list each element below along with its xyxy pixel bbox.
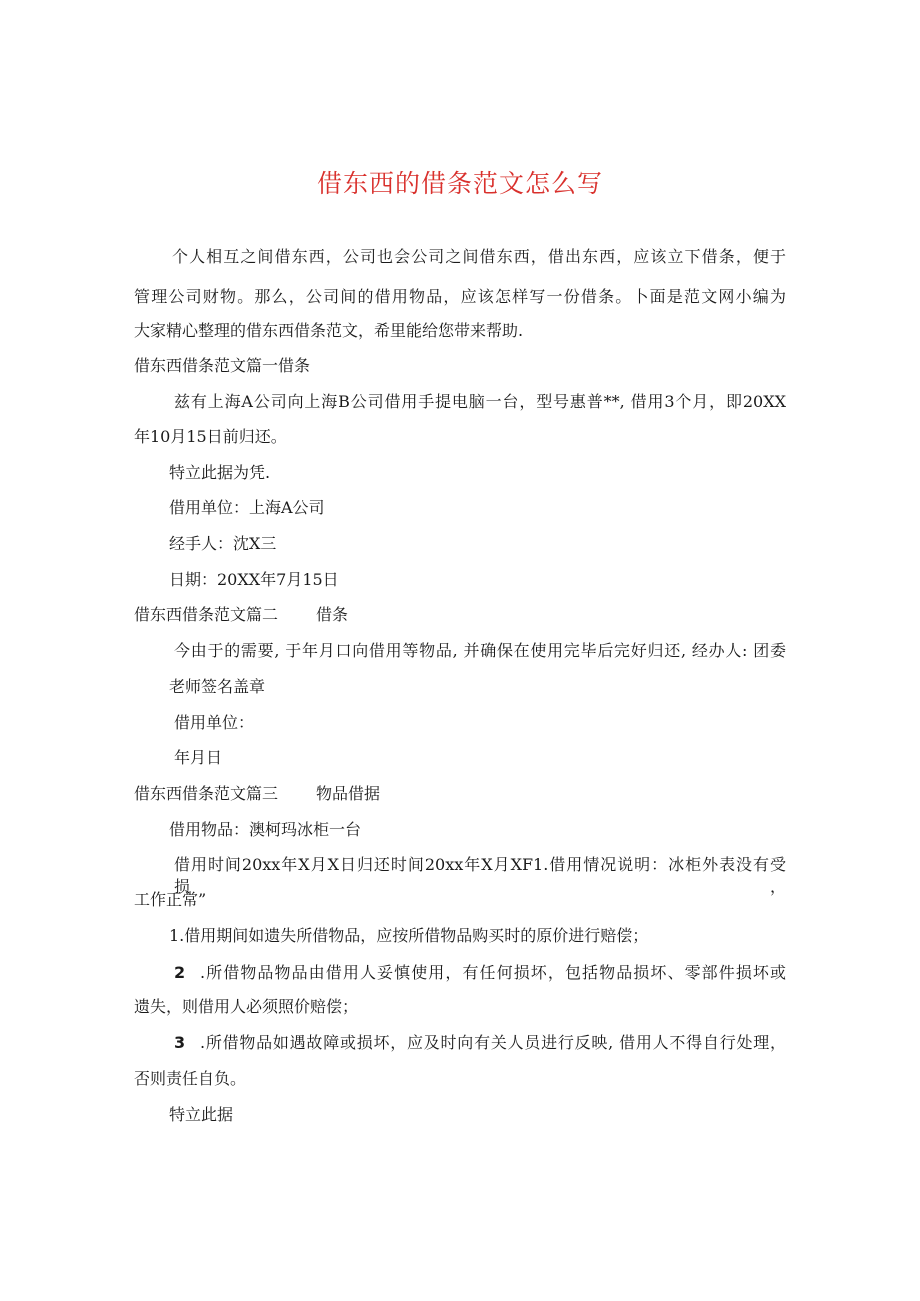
rule-3-text: .所借物品如遇故障或损坏，应及时向有关人员进行反映, 借用人不得自行处理， [200,1033,786,1052]
section3-closing: 特立此据 [169,1105,234,1124]
intro-line-1: 个人相互之间借东西，公司也会公司之间借东西，借出东西，应该立下借条，便于 [172,247,786,266]
section3-rule-3-line-1 [174,1032,786,1054]
section1-handler: 经手人：沈X三 [169,534,277,553]
intro-line-2: 管理公司财物。那么，公司间的借用物品，应该怎样写一份借条。卜面是范文网小编为 [134,287,786,306]
section2-body-line-1: 今由于的需要, 于年月口向借用等物品, 并确保在使用完毕后完好归还, 经办人: 团委 [174,641,786,660]
section3-rule-2-line-1 [174,962,786,984]
section3-item: 借用物品：澳柯玛冰柜一台 [169,820,362,839]
section2-heading-subtitle: 借条 [316,605,349,624]
section1-body-line-1: 兹有上海A公司向上海B公司借用手提电脑一台，型号惠普**, 借用3个月，即20XX [174,392,786,411]
section1-date: 日期：20XX年7月15日 [169,570,339,589]
rule-3-number: 3 [174,1033,186,1052]
document-title: 借东西的借条范文怎么写 [316,169,603,198]
section3-rule-1: 1.借用期间如遗失所借物品，应按所借物品购买时的原价进行赔偿； [169,926,649,945]
section3-rule-3-line-2: 否则责任自负。 [134,1069,247,1088]
section3-heading-subtitle: 物品借据 [316,784,381,803]
section1-body-line-2: 年10月15日前归还。 [134,427,287,446]
section1-heading: 借东西借条范文篇一借条 [134,356,311,375]
section3-time-line-2: 工作正常” [134,890,207,909]
section3-heading [134,783,380,805]
intro-line-3: 大家精心整理的借东西借条范文，希里能给您带来帮助. [134,321,524,340]
section2-unit: 借用单位： [174,713,255,732]
rule-2-text: .所借物品物品由借用人妥慎使用，有任何损坏，包括物品损坏、零部件损坏或 [200,963,786,982]
section1-statement: 特立此据为凭. [169,463,271,482]
section2-heading-title: 借东西借条范文篇二 [134,605,279,624]
section3-rule-2-line-2: 遗失，则借用人必须照价赔偿； [134,997,359,1016]
section2-date: 年月日 [174,748,223,767]
section1-unit: 借用单位：上海A公司 [169,498,325,517]
section3-heading-title: 借东西借条范文篇三 [134,784,279,803]
rule-2-number: 2 [174,963,186,982]
section2-body-line-2: 老师签名盖章 [169,677,266,696]
section2-heading [134,604,348,626]
section3-time-line-1: 借用时间20xx年X月X日归还时间20xx年X月XF1.借用情况说明：冰柜外表没有受损， [174,855,786,896]
